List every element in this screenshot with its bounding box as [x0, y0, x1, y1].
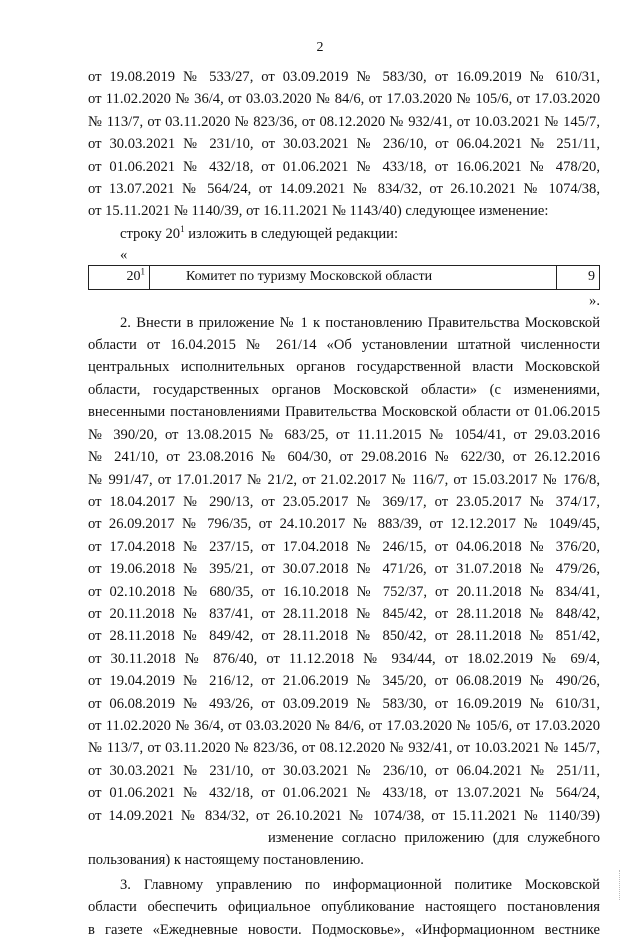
row-number: 20: [126, 269, 141, 285]
instruction-suffix: изложить в следующей редакции:: [184, 225, 399, 242]
document-body: [88, 66, 600, 941]
paragraph-1-line: № 113/7, от 03.11.2020 № 823/36, от 08.12.2020 № 932/41, от 10.03.2021 № 145/7,: [88, 113, 600, 130]
paragraph-1-line: от 01.06.2021 № 432/18, от 01.06.2021 № 433/18, от 16.06.2021 № 478/20,: [88, 158, 600, 175]
quote-open: «: [120, 247, 128, 264]
table-row: [89, 266, 600, 289]
paragraph-3-line: области обеспечить официальное опубликование настоящего постановления: [88, 899, 600, 916]
row-number-cell: [89, 266, 150, 289]
instruction-sup: 1: [180, 223, 185, 234]
paragraph-2-line: от 30.11.2018 № 876/40, от 11.12.2018 № 934/44, от 18.02.2019 № 69/4,: [88, 650, 600, 667]
paragraph-3-line: 3. Главному управлению по информационной политике Московской: [120, 876, 600, 893]
paragraph-1: [88, 66, 600, 223]
paragraph-2-line: от 19.06.2018 № 395/21, от 30.07.2018 № 471/26, от 31.07.2018 № 479/26,: [88, 561, 600, 578]
instruction-prefix: строку 20: [120, 225, 181, 242]
paragraph-2-line: пользования) к настоящему постановлению.: [88, 852, 364, 869]
row-value-cell: 9: [557, 266, 600, 289]
paragraph-2-line: от 30.03.2021 № 231/10, от 30.03.2021 № 236/10, от 06.04.2021 № 251/11,: [88, 762, 600, 779]
row-name-cell: Комитет по туризму Московской области: [150, 266, 557, 289]
paragraph-2-right-line: изменение согласно приложению (для служебного: [268, 830, 600, 846]
paragraph-2-line: центральных исполнительных органов государственной власти Московской: [88, 359, 600, 376]
paragraph-1-line: от 15.11.2021 № 1140/39, от 16.11.2021 № 1143/40) следующее изменение:: [88, 203, 549, 220]
paragraph-2-line: от 14.09.2021 № 834/32, от 26.10.2021 № 1074/38, от 15.11.2021 № 1140/39): [88, 807, 600, 824]
paragraph-1-line: от 11.02.2020 № 36/4, от 03.03.2020 № 84/6, от 17.03.2020 № 105/6, от 17.03.2020: [88, 91, 600, 108]
quote-close: ».: [589, 292, 600, 309]
row-number-sup: 1: [140, 266, 145, 277]
paragraph-2-line: области, государственных органов Московской области» (с изменениями,: [88, 381, 600, 398]
paragraph-2-line: № 991/47, от 17.01.2017 № 21/2, от 21.02.2017 № 116/7, от 15.03.2017 № 176/8,: [88, 471, 600, 488]
paragraph-2-line: от 06.08.2019 № 493/26, от 03.09.2019 № 583/30, от 16.09.2019 № 610/31,: [88, 695, 600, 712]
paragraph-2-line: № 113/7, от 03.11.2020 № 823/36, от 08.12.2020 № 932/41, от 10.03.2021 № 145/7,: [88, 740, 600, 757]
paragraph-2-line: от 17.04.2018 № 237/15, от 17.04.2018 № 246/15, от 04.06.2018 № 376/20,: [88, 538, 600, 555]
paragraph-2-line: от 20.11.2018 № 837/41, от 28.11.2018 № 845/42, от 28.11.2018 № 848/42,: [88, 605, 600, 622]
paragraph-1-line: от 19.08.2019 № 533/27, от 03.09.2019 № 583/30, от 16.09.2019 № 610/31,: [88, 69, 600, 85]
paragraph-2: [88, 312, 600, 872]
paragraph-2-line: внесенными постановлениями Правительства Московской области от 01.06.2015: [88, 404, 600, 421]
paragraph-1-line: от 13.07.2021 № 564/24, от 14.09.2021 № 834/32, от 26.10.2021 № 1074/38,: [88, 181, 600, 198]
paragraph-1-line: от 30.03.2021 № 231/10, от 30.03.2021 № 236/10, от 06.04.2021 № 251/11,: [88, 136, 600, 153]
paragraph-3: [88, 874, 600, 941]
paragraph-2-line: от 01.06.2021 № 432/18, от 01.06.2021 № 433/18, от 13.07.2021 № 564/24,: [88, 785, 600, 802]
paragraph-2-line: от 19.04.2019 № 216/12, от 21.06.2019 № 345/20, от 06.08.2019 № 490/26,: [88, 673, 600, 690]
instruction-line: [88, 223, 600, 245]
paragraph-2-line: № 241/10, от 23.08.2016 № 604/30, от 29.08.2016 № 622/30, от 26.12.2016: [88, 449, 600, 466]
page-number: 2: [316, 40, 324, 55]
paragraph-2-line: от 28.11.2018 № 849/42, от 28.11.2018 № 850/42, от 28.11.2018 № 851/42,: [88, 628, 600, 645]
paragraph-2-line: от 26.09.2017 № 796/35, от 24.10.2017 № 883/39, от 12.12.2017 № 1049/45,: [88, 516, 600, 533]
paragraph-2-line: от 02.10.2018 № 680/35, от 16.10.2018 № 752/37, от 20.11.2018 № 834/41,: [88, 583, 600, 600]
paragraph-2-line: № 390/20, от 13.08.2015 № 683/25, от 11.11.2015 № 1054/41, от 29.03.2016: [88, 426, 600, 443]
paragraph-2-line: области от 16.04.2015 № 261/14 «Об установлении штатной численности: [88, 337, 600, 354]
replacement-row-table: [88, 265, 600, 289]
paragraph-2-line: от 18.04.2017 № 290/13, от 23.05.2017 № 369/17, от 23.05.2017 № 374/17,: [88, 493, 600, 510]
paragraph-3-line: в газете «Ежедневные новости. Подмосковье», «Информационном вестнике: [88, 921, 600, 938]
scan-edge-mark: [619, 870, 622, 900]
paragraph-2-line: 2. Внести в приложение № 1 к постановлению Правительства Московской: [120, 314, 600, 331]
paragraph-2-line: от 11.02.2020 № 36/4, от 03.03.2020 № 84/6, от 17.03.2020 № 105/6, от 17.03.2020: [88, 717, 600, 734]
